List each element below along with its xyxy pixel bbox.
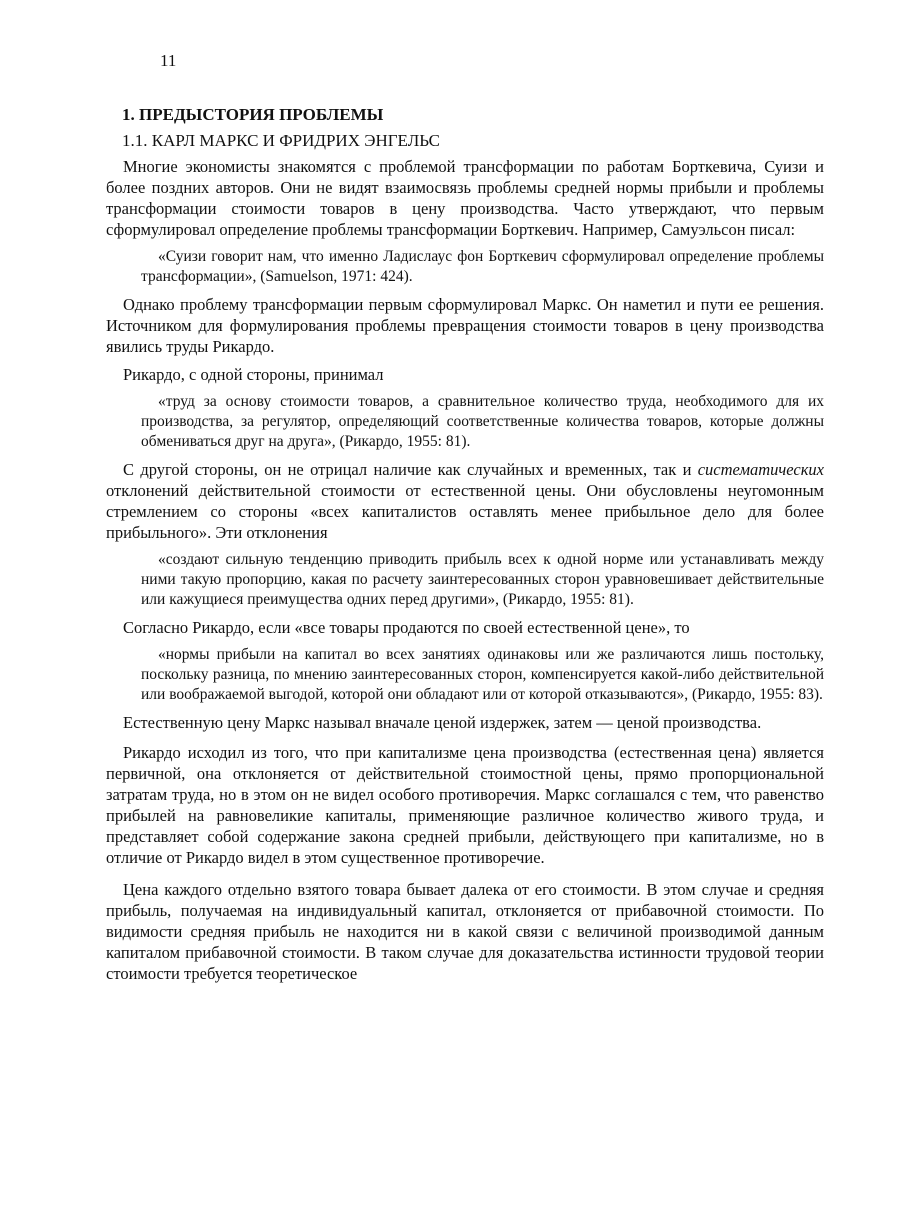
paragraph-4-start: С другой стороны, он не отрицал наличие как случайных и временных, так и	[123, 460, 692, 479]
paragraph-3: Рикардо, с одной стороны, принимал	[123, 365, 384, 384]
paragraph-6: Естественную цену Маркс называл вначале ценой издержек, затем — ценой производства.	[123, 713, 762, 732]
quote-ricardo-2: «создают сильную тенденцию приводить прибыль всех к одной норме или устанавливать между ними такую пропорцию, какая по расчету заинтересованных сторон уравновешивает действительные или кажущиеся преимущества одних перед другими», (Рикардо, 1955: 81).	[141, 551, 824, 608]
paragraph-1: Многие экономисты знакомятся с проблемой трансформации по работам Борткевича, Суизи и более поздних авторов. Они не видят взаимосвязь проблемы средней нормы прибыли и проблемы трансформации стоимости товаров в цену производства. Часто утверждают, что первым сформулировал определение проблемы трансформации Борткевич. Например, Самуэльсон писал:	[106, 157, 824, 239]
paragraph-8: Цена каждого отдельно взятого товара бывает далека от его стоимости. В этом случае и средняя прибыль, получаемая на индивидуальный капитал, отклоняется от прибавочной стоимости. По видимости средняя прибыль не находится ни в какой связи с величиной производимой данным капиталом прибавочной стоимости. В таком случае для доказательства истинности трудовой теории стоимости требуется теоретическое	[106, 880, 824, 983]
paragraph-2: Однако проблему трансформации первым сформулировал Маркс. Он наметил и пути ее решения. Источником для формулирования проблемы превращения стоимости товаров в цену производства явились труды Рикардо.	[106, 295, 824, 356]
paragraph-4-emphasis: систематических	[697, 460, 824, 479]
chapter-title: 1. ПРЕДЫСТОРИЯ ПРОБЛЕМЫ	[122, 105, 384, 124]
paragraph-5: Согласно Рикардо, если «все товары продаются по своей естественной цене», то	[123, 618, 690, 637]
section-title: 1.1. КАРЛ МАРКС И ФРИДРИХ ЭНГЕЛЬС	[122, 131, 440, 150]
quote-ricardo-1: «труд за основу стоимости товаров, а сравнительное количество труда, необходимого для их производства, за регулятор, определяющий соответственные количества товаров, которые должны обмениваться друг на друга», (Рикардо, 1955: 81).	[141, 393, 824, 450]
paragraph-7: Рикардо исходил из того, что при капитализме цена производства (естественная цена) является первичной, она отклоняется от действительной стоимостной цены, прямо пропорциональной затратам труда, но в этом он не видел особого противоречия. Маркс соглашался с тем, что равенство прибылей на равновеликие капиталы, применяющие различное количество живого труда, и представляет собой содержание закона средней прибыли, действующего при капитализме, но в отличие от Рикардо видел в этом существенное противоречие.	[106, 743, 824, 867]
quote-samuelson: «Суизи говорит нам, что именно Ладислаус фон Борткевич сформулировал определение проблемы трансформации», (Samuelson, 1971: 424).	[141, 248, 824, 285]
paragraph-4	[106, 459, 824, 543]
page-content	[106, 104, 824, 991]
page-number: 11	[160, 51, 177, 70]
quote-ricardo-3: «нормы прибыли на капитал во всех занятиях одинаковы или же различаются лишь постольку, поскольку разница, по мнению заинтересованных сторон, компенсируется какой-либо действительной или воображаемой выгодой, которой они обладают или от которой отказываются», (Рикардо, 1955: 83).	[141, 646, 824, 703]
paragraph-4-end: отклонений действительной стоимости от естественной цены. Они обусловлены неугомонным стремлением со стороны «всех капиталистов оставлять менее прибыльное дело для более прибыльного». Эти отклонения	[106, 481, 824, 542]
